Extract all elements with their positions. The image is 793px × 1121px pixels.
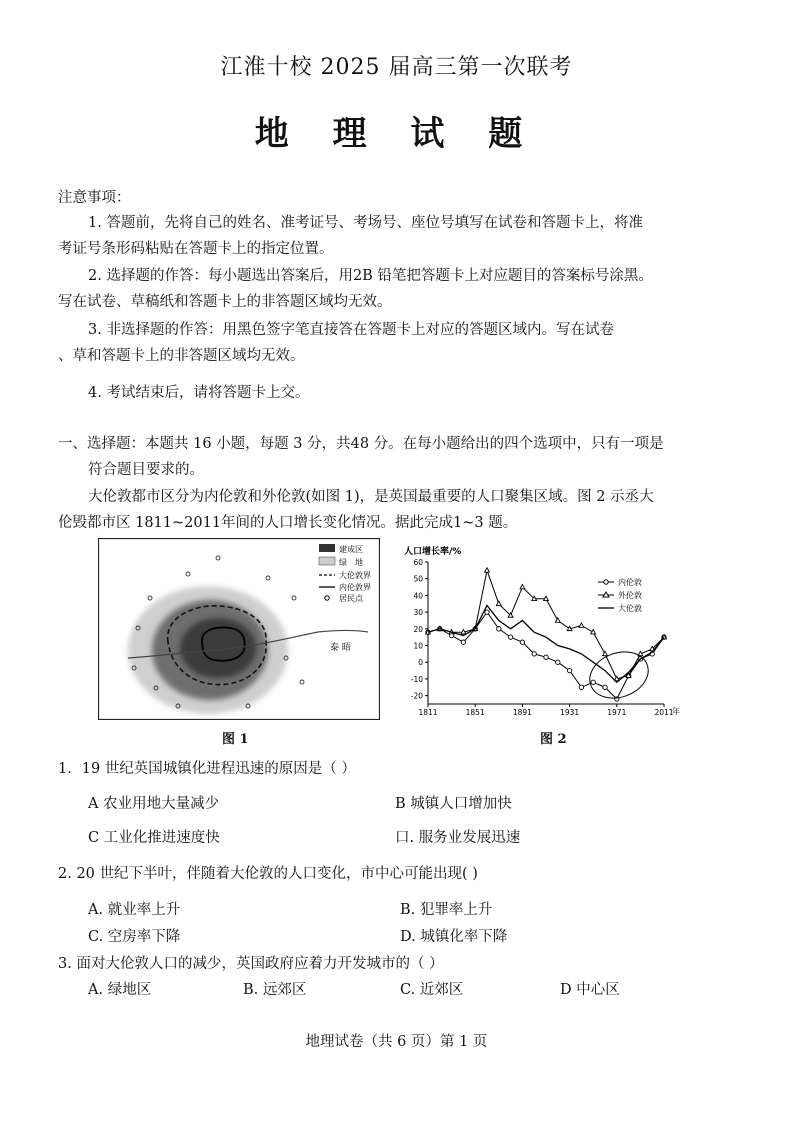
svg-text:内伦敦界: 内伦敦界 <box>339 583 371 592</box>
y-tick-label: -20 <box>410 691 423 701</box>
series-point <box>532 652 536 656</box>
legend-label-outer: 外伦敦 <box>618 591 642 600</box>
section-1-heading: 一、选择题：本题共 16 小题，每题 3 分，共48 分。在每小题给出的四个选项中，只有一项是 <box>58 436 664 452</box>
figure-1-map <box>98 538 380 720</box>
q3-option-d: D 中心区 <box>560 982 620 998</box>
series-point <box>591 680 595 684</box>
q1-option-c: C 工业化推进速度快 <box>88 830 220 846</box>
note-1b: 考证号条形码粘贴在答题卡上的指定位置。 <box>58 241 334 257</box>
q2-option-a: A. 就业率上升 <box>88 902 181 918</box>
y-tick-label: -10 <box>410 674 423 684</box>
question-2: 2. 20 世纪下半叶，伴随着大伦敦的人口变化，市中心可能出现( ) <box>58 866 478 882</box>
x-tick-label: 2011 <box>654 708 674 717</box>
note-3b: 、草和答题卡上的非答题区域均无效。 <box>58 348 305 364</box>
series-point <box>603 685 607 689</box>
series-point <box>497 627 501 631</box>
chart-ylabel: 人口增长率/% <box>404 547 462 557</box>
notes-title: 注意事项： <box>58 190 131 206</box>
section-1-heading-cont: 符合题目要求的。 <box>88 462 204 478</box>
q3-option-b: B. 远郊区 <box>243 982 307 998</box>
y-tick-label: 10 <box>413 641 423 651</box>
svg-text:绿 地: 绿 地 <box>339 558 363 567</box>
y-tick-label: 20 <box>413 624 423 634</box>
series-point <box>544 596 549 600</box>
river-label: 泰 晤 <box>330 643 351 653</box>
x-tick-label: 1851 <box>465 708 485 717</box>
note-2a: 2. 选择题的作答：每小题选出答案后，用2B 铅笔把答题卡上对应题目的答案标号涂黑。 <box>88 268 653 284</box>
y-tick-label: 30 <box>413 608 423 618</box>
question-3: 3. 面对大伦敦人口的减少，英国政府应着力开发城市的（ ） <box>58 956 444 972</box>
svg-text:大伦敦界: 大伦敦界 <box>339 571 371 580</box>
chart-xlabel: 年 <box>672 707 680 716</box>
series-point <box>461 640 465 644</box>
series-point <box>520 584 525 588</box>
note-1a: 1. 答题前，先将自己的姓名、准考证号、考场号、座位号填写在试卷和答题卡上，将准 <box>88 215 643 231</box>
intro-line-2: 伦毁都市区 1811~2011年间的人口增长变化情况。据此完成1~3 题。 <box>58 515 518 531</box>
svg-text:居民点: 居民点 <box>339 594 363 603</box>
y-tick-label: 40 <box>413 591 423 601</box>
q3-option-c: C. 近郊区 <box>400 982 464 998</box>
figure-1-caption: 图 1 <box>222 732 249 747</box>
x-tick-label: 1811 <box>418 708 438 717</box>
q1-option-a: A 农业用地大量减少 <box>88 796 220 812</box>
exam-school-title: 江淮十校 2025 届高三第一次联考 <box>220 55 573 80</box>
legend-label-greater: 大伦敦 <box>618 604 642 613</box>
exam-subject-title: 地 理 试 题 <box>254 114 539 154</box>
series-point <box>603 651 608 655</box>
y-tick-label: 60 <box>413 558 423 567</box>
series-point <box>567 668 571 672</box>
series-point <box>485 568 490 572</box>
series-point <box>567 626 572 630</box>
series-point <box>591 630 596 634</box>
note-3a: 3. 非选择题的作答：用黑色签字笔直接答在答题卡上对应的答题区域内。写在试卷 <box>88 322 614 338</box>
figure-2-chart <box>402 540 686 722</box>
series-point <box>461 630 466 634</box>
series-point <box>520 640 524 644</box>
q3-option-a: A. 绿地区 <box>88 982 152 998</box>
intro-line-1: 大伦敦都市区分为内伦敦和外伦敦(如图 1)，是英国最重要的人口聚集区域。图 2 示丞大 <box>88 489 654 505</box>
svg-text:建成区: 建成区 <box>339 545 363 554</box>
q1-option-d: 口. 服务业发展迅速 <box>395 830 521 846</box>
series-point <box>579 623 584 627</box>
x-tick-label: 1971 <box>607 708 627 717</box>
chart-legend <box>598 577 642 613</box>
q2-option-d: D. 城镇化率下降 <box>400 929 508 945</box>
series-point <box>496 601 501 605</box>
x-tick-label: 1931 <box>560 708 580 717</box>
legend-label-inner: 内伦敦 <box>618 578 642 587</box>
series-point <box>579 685 583 689</box>
x-tick-label: 1891 <box>512 708 532 717</box>
series-point <box>556 660 560 664</box>
page-footer: 地理试卷（共 6 页）第 1 页 <box>305 1034 488 1050</box>
q2-option-b: B. 犯罪率上升 <box>400 902 493 918</box>
q1-option-b: B 城镇人口增加快 <box>395 796 512 812</box>
series-point <box>485 610 489 614</box>
y-tick-label: 0 <box>418 658 423 668</box>
series-point <box>508 635 512 639</box>
series-point <box>555 618 560 622</box>
note-2b: 写在试卷、草稿纸和答题卡上的非答题区域均无效。 <box>58 294 392 310</box>
figure-2-caption: 图 2 <box>540 732 567 747</box>
series-point <box>544 655 548 659</box>
y-tick-label: 50 <box>413 574 423 584</box>
question-1: 1．19 世纪英国城镇化进程迅速的原因是（ ） <box>58 761 356 777</box>
annotation-circle <box>583 644 654 706</box>
note-4: 4. 考试结束后，请将答题卡上交。 <box>88 385 310 401</box>
q2-option-c: C. 空房率下降 <box>88 929 181 945</box>
